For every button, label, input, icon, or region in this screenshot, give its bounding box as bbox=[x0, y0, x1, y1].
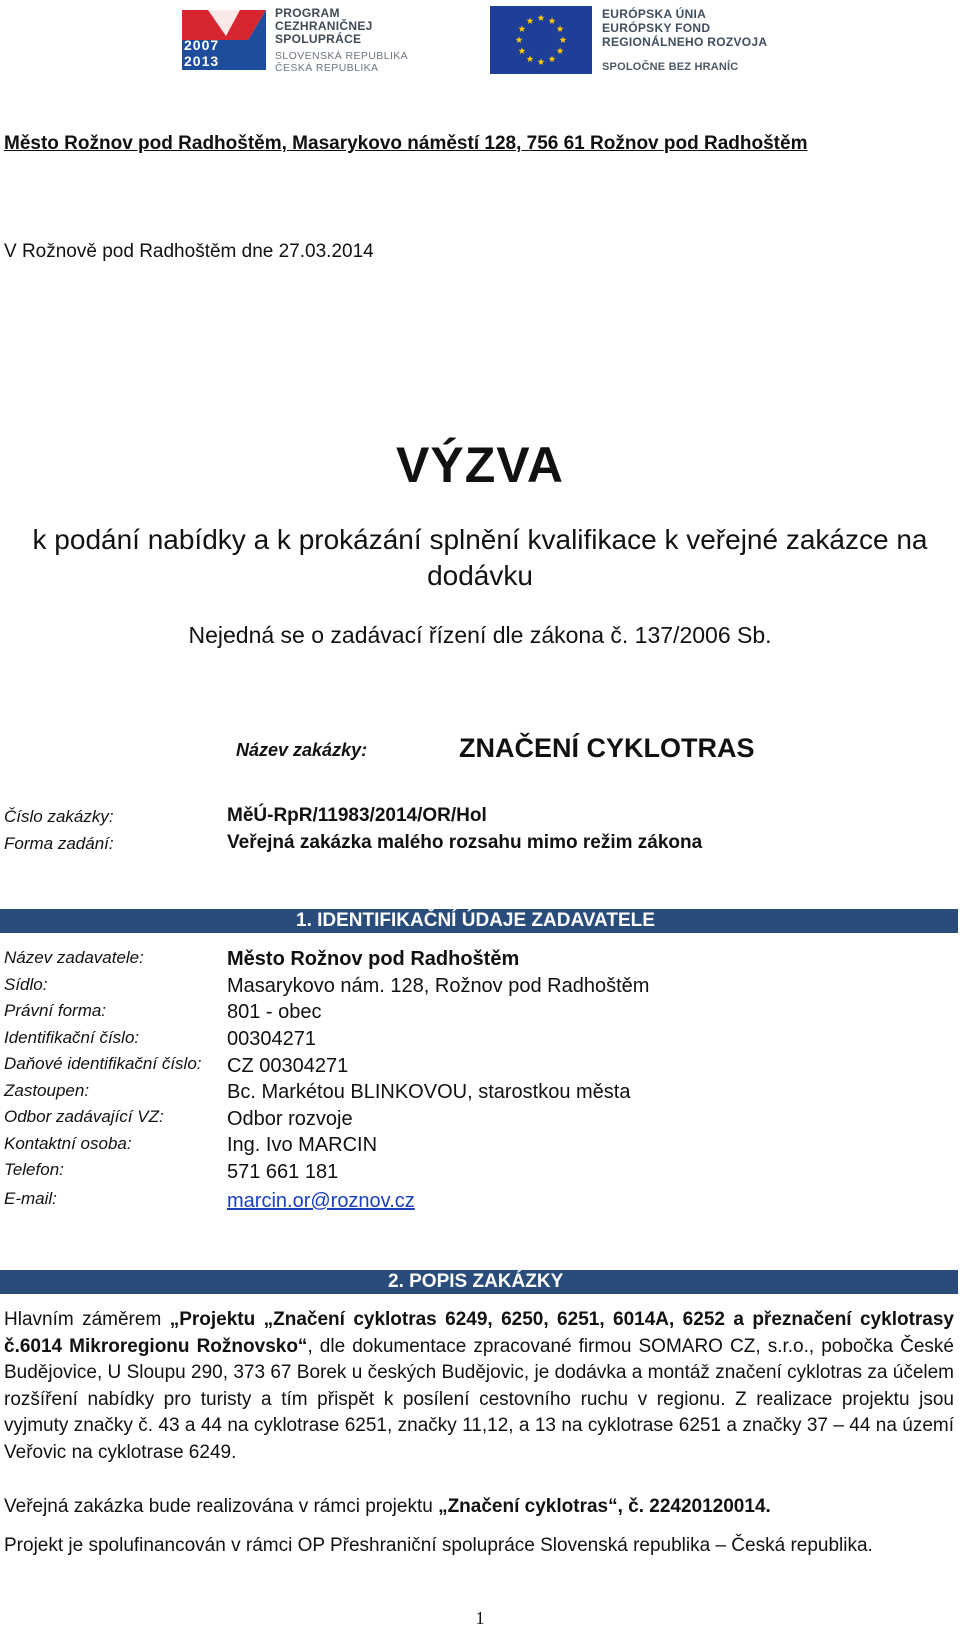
contract-name-label: Název zakázky: bbox=[236, 740, 368, 760]
section-1-heading: 1. IDENTIFIKAČNÍ ÚDAJE ZADAVATELE bbox=[296, 910, 655, 931]
row-label-seat: Sídlo: bbox=[4, 975, 48, 994]
row-value-contact: Ing. Ivo MARCIN bbox=[227, 1134, 378, 1156]
contract-form-value: Veřejná zakázka malého rozsahu mimo režim zákona bbox=[227, 832, 703, 853]
program-title bbox=[275, 7, 373, 46]
program-line-2: CEZHRANIČNEJ bbox=[275, 19, 373, 33]
email-link[interactable]: marcin.or@roznov.cz bbox=[227, 1190, 415, 1212]
row-label-email: E-mail: bbox=[4, 1189, 57, 1208]
eu-star-icon bbox=[557, 47, 564, 54]
row-value-dic: CZ 00304271 bbox=[227, 1055, 349, 1077]
page-number: 1 bbox=[475, 1608, 485, 1628]
row-label-contact: Kontaktní osoba: bbox=[4, 1134, 132, 1153]
row-value-seat: Masarykovo nám. 128, Rožnov pod Radhoštěm bbox=[227, 975, 650, 997]
section-1-heading-bar bbox=[0, 909, 958, 933]
contract-number-label: Číslo zakázky: bbox=[4, 807, 114, 826]
eu-star-icon bbox=[519, 47, 526, 54]
subtitle-line-1: k podání nabídky a k prokázání splnění kvalifikace k veřejné zakázce na bbox=[32, 524, 928, 555]
eu-star-icon bbox=[557, 25, 564, 32]
project-paragraph bbox=[4, 1494, 954, 1521]
eu-star-icon bbox=[549, 17, 556, 24]
program-logo bbox=[178, 6, 448, 74]
eu-title bbox=[602, 7, 767, 49]
eu-star-icon bbox=[538, 58, 545, 65]
description-paragraph bbox=[4, 1307, 954, 1466]
contract-number-value: MěÚ-RpR/11983/2014/OR/Hol bbox=[227, 805, 487, 826]
eu-slogan: SPOLOČNE BEZ HRANÍC bbox=[602, 61, 739, 73]
row-value-ico: 00304271 bbox=[227, 1028, 316, 1050]
eu-line-2: EURÓPSKY FOND bbox=[602, 21, 711, 35]
row-value-represented: Bc. Markétou BLINKOVOU, starostkou města bbox=[227, 1081, 631, 1103]
row-label-phone: Telefon: bbox=[4, 1160, 64, 1179]
program-line-1: PROGRAM bbox=[275, 6, 340, 20]
legal-note: Nejedná se o zadávací řízení dle zákona č. 137/2006 Sb. bbox=[188, 622, 772, 648]
project-name: „Projektu „Značení cyklotras 6249, 6250, 6251, 6014A, 6252 a přeznačení cyklotrasy č.6014 Mikroregionu Rožnovsko“ bbox=[4, 1309, 955, 1357]
row-label-dic: Daňové identifikační číslo: bbox=[4, 1054, 202, 1073]
date-line: V Rožnově pod Radhoštěm dne 27.03.2014 bbox=[4, 241, 374, 262]
funding-paragraph: Projekt je spolufinancován v rámci OP Přeshraniční spolupráce Slovenská republika – Česká republika. bbox=[4, 1535, 873, 1556]
section-2-heading-bar bbox=[0, 1270, 958, 1294]
document-title: VÝZVA bbox=[396, 437, 564, 493]
program-country-2: ČESKÁ REPUBLIKA bbox=[275, 62, 379, 74]
description-body: , dle dokumentace zpracované firmou SOMARO CZ, s.r.o., pobočka České Budějovice, U Sloupu 290, 373 67 Borek u českých Budějovic, je dodávka a montáž značení cyklotras za účelem rozšíření nabídky pro turisty a tím přispět k posílení cestovního ruchu v regionu. Z realizace projektu jsou vyjmuty značky č. 43 a 44 na cyklotrase 6251, značky 11,12, a 13 na cyklotrase 6251 a značky 37 – 44 na území Veřovic na cyklotrase 6249. bbox=[4, 1335, 954, 1463]
eu-line-1: EURÓPSKA ÚNIA bbox=[602, 7, 707, 21]
row-value-phone: 571 661 181 bbox=[227, 1161, 339, 1183]
eu-line-3: REGIONÁLNEHO ROZVOJA bbox=[602, 35, 768, 49]
row-value-department: Odbor rozvoje bbox=[227, 1108, 353, 1130]
contract-name-value: ZNAČENÍ CYKLOTRAS bbox=[459, 733, 755, 763]
row-label-ico: Identifikační číslo: bbox=[4, 1028, 140, 1047]
subtitle-line-2: dodávku bbox=[427, 560, 533, 591]
eu-star-icon bbox=[527, 55, 534, 62]
eu-star-icon bbox=[549, 55, 556, 62]
program-year-top: 2007 bbox=[184, 37, 220, 53]
section-2-heading: 2. POPIS ZAKÁZKY bbox=[388, 1271, 564, 1292]
eu-logo bbox=[490, 6, 790, 76]
row-label-legal-form: Právní forma: bbox=[4, 1001, 107, 1020]
row-value-name: Město Rožnov pod Radhoštěm bbox=[227, 948, 520, 970]
sender-address: Město Rožnov pod Radhoštěm, Masarykovo náměstí 128, 756 61 Rožnov pod Radhoštěm bbox=[4, 133, 808, 154]
program-countries bbox=[275, 50, 408, 74]
contract-form-label: Forma zadání: bbox=[4, 834, 114, 853]
program-line-3: SPOLUPRÁCE bbox=[275, 32, 362, 46]
eu-star-icon bbox=[560, 36, 567, 43]
description-intro: Hlavním záměrem bbox=[4, 1309, 170, 1330]
project-intro: Veřejná zakázka bude realizována v rámci projektu bbox=[4, 1496, 439, 1517]
row-label-represented: Zastoupen: bbox=[4, 1081, 90, 1100]
program-year-bottom: 2013 bbox=[184, 53, 220, 69]
eu-star-icon bbox=[538, 14, 545, 21]
project-number: „Značení cyklotras“, č. 22420120014. bbox=[438, 1496, 771, 1517]
row-label-department: Odbor zadávající VZ: bbox=[4, 1107, 164, 1126]
eu-star-icon bbox=[519, 25, 526, 32]
eu-star-icon bbox=[516, 36, 523, 43]
row-value-legal-form: 801 - obec bbox=[227, 1001, 322, 1023]
eu-star-icon bbox=[527, 17, 534, 24]
program-country-1: SLOVENSKÁ REPUBLIKA bbox=[275, 50, 409, 62]
eu-flag-icon bbox=[490, 6, 592, 74]
row-label-name: Název zadavatele: bbox=[4, 948, 144, 967]
document-subtitle bbox=[20, 522, 940, 594]
